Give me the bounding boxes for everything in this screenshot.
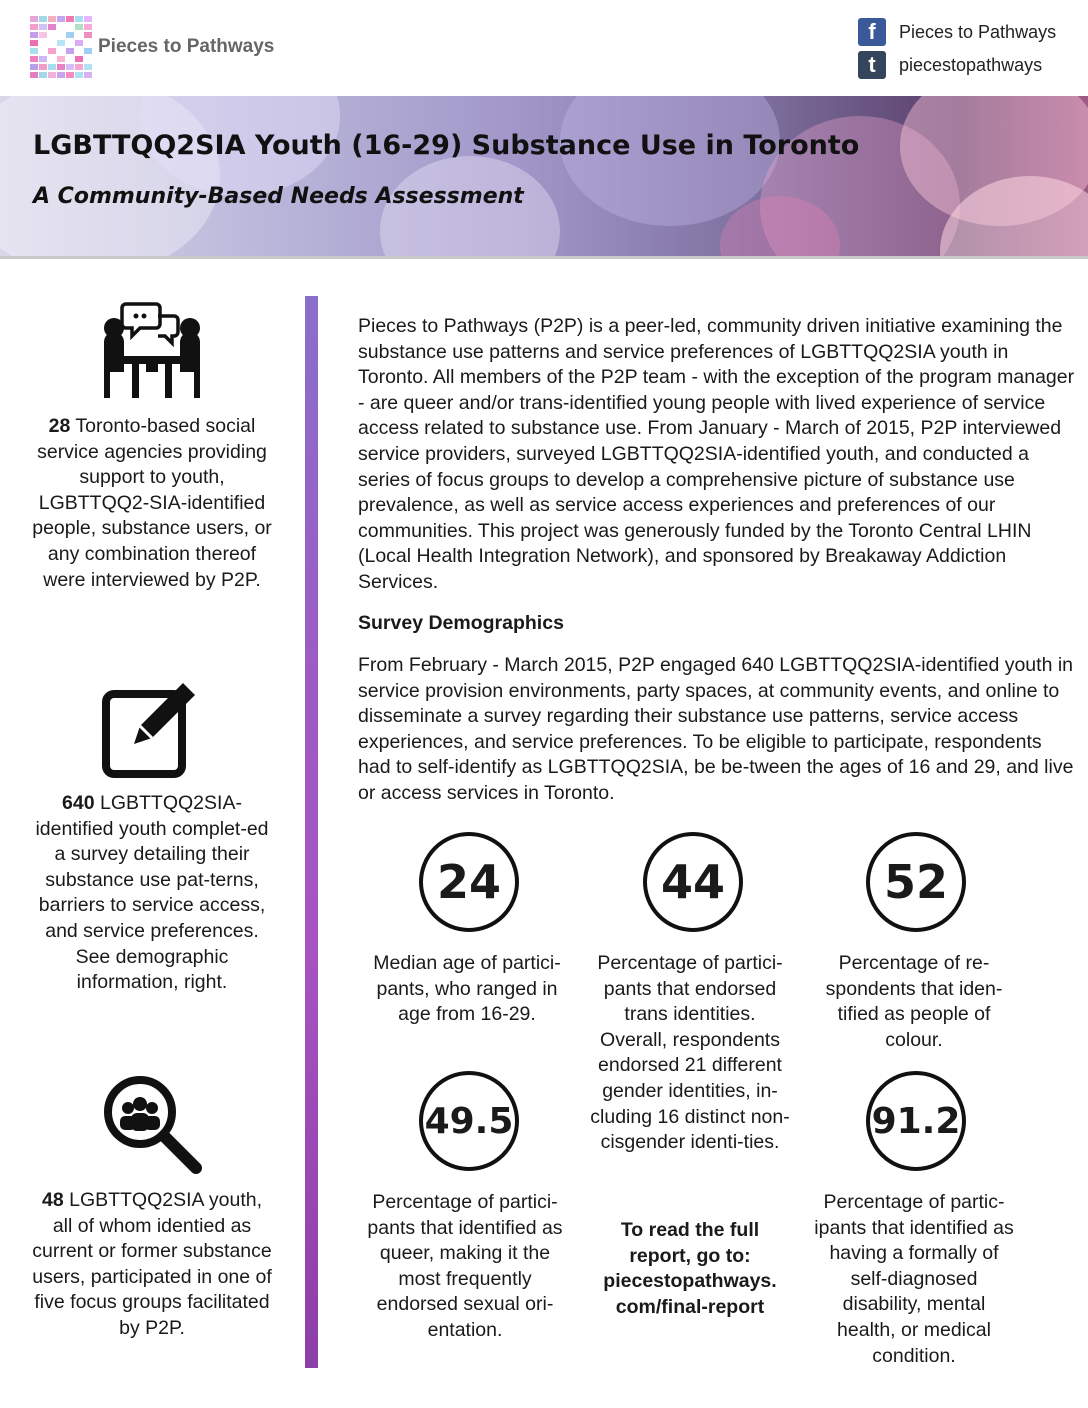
title-banner [0, 96, 1088, 259]
sidebar-number: 28 [48, 415, 71, 437]
page-subtitle: A Community-Based Needs Assessment [33, 184, 524, 209]
stat-description: Percentage of partici-pants that endorsed trans identities. Overall, respondents endorsed 21 different gender identities, in-cluding 16 distinct non-cisgender identi-ties. [590, 952, 790, 1154]
sidebar-text: LGBTTQQ2SIA youth, all of whom identied as current or former substance users, participated in one of five focus groups facilitated by P2P. [32, 1189, 272, 1339]
intro-paragraph: Pieces to Pathways (P2P) is a peer-led, community driven initiative examining the substance use patterns and service preferences of LGBTTQQ2SIA youth in Toronto. All members of the P2P team - with the exception of the program manager - are queer and/or trans-identified young people with lived experience of service access related to substance use. From January - March of 2015, P2P interviewed service providers, surveyed LGBTTQQ2SIA-identified youth, and conducted a series of focus groups to develop a comprehensive picture of substance use prevalence, as well as service access experiences and preferences of our communities. This project was generously funded by the Toronto Central LHIN (Local Health Integration Network), and sponsored by Breakaway Addiction Services. [358, 315, 1075, 593]
vertical-divider [305, 296, 318, 1368]
section-heading: Survey Demographics [358, 612, 564, 634]
facebook-link[interactable] [858, 18, 1056, 46]
sidebar-item-interviews [32, 414, 272, 593]
demographics-paragraph: From February - March 2015, P2P engaged 640 LGBTTQQ2SIA-identified youth in service provision environments, party spaces, at community events, and online to disseminate a survey regarding their substance use patterns, service access experiences, and service preferences. To be eligible to participate, respondents had to self-identify as LGBTTQQ2SIA, be be-tween the ages of 16 and 29, and live or access services in Toronto. [358, 654, 1074, 804]
stat-description: Percentage of partici-pants that identified as queer, making it the most frequently endorsed sexual ori-entation. [367, 1191, 563, 1341]
survey-edit-icon [100, 676, 204, 780]
facebook-icon: f [858, 18, 886, 46]
focus-group-search-icon [100, 1072, 204, 1176]
full-report-link[interactable]: piecestopathways. com/final-report [603, 1270, 777, 1318]
full-report-callout [590, 1218, 790, 1320]
stat-circle: 91.2 [866, 1071, 966, 1171]
logo-text: Pieces to Pathways [98, 36, 275, 57]
stat-circle: 24 [419, 832, 519, 932]
sidebar-text: Toronto-based social service agencies providing support to youth, LGBTTQQ2-SIA-identified people, substance users, or any combination thereof were interviewed by P2P. [32, 415, 272, 591]
sidebar-number: 48 [41, 1189, 64, 1211]
stat-description: Percentage of re-spondents that iden-tified as people of colour. [825, 952, 1003, 1051]
page-title: LGBTTQQ2SIA Youth (16-29) Substance Use in Toronto [33, 130, 860, 161]
meeting-icon [100, 298, 204, 402]
facebook-label: Pieces to Pathways [899, 21, 1057, 42]
stat-circle: 52 [866, 832, 966, 932]
stat-circle: 49.5 [419, 1071, 519, 1171]
sidebar-item-focus-groups [32, 1188, 272, 1342]
tumblr-icon: t [858, 51, 886, 79]
sidebar-text: LGBTTQQ2SIA-identified youth complet-ed a survey detailing their substance use pat-terns, barriers to service access, and service preferences. See demographic information, right. [35, 792, 269, 994]
tumblr-label: piecestopathways [899, 54, 1043, 75]
stat-circle: 44 [643, 832, 743, 932]
stat-description: Median age of partici-pants, who ranged in age from 16-29. [373, 952, 561, 1026]
pieces-to-pathways-logo-icon [30, 16, 92, 78]
tumblr-link[interactable] [858, 51, 1042, 79]
cta-text: To read the full report, go to: [620, 1219, 760, 1267]
stat-description: Percentage of partic-ipants that identified as having a formally of self-diagnosed disability, mental health, or medical condition. [814, 1191, 1014, 1367]
sidebar-number: 640 [62, 792, 95, 814]
sidebar-item-survey [32, 791, 272, 996]
